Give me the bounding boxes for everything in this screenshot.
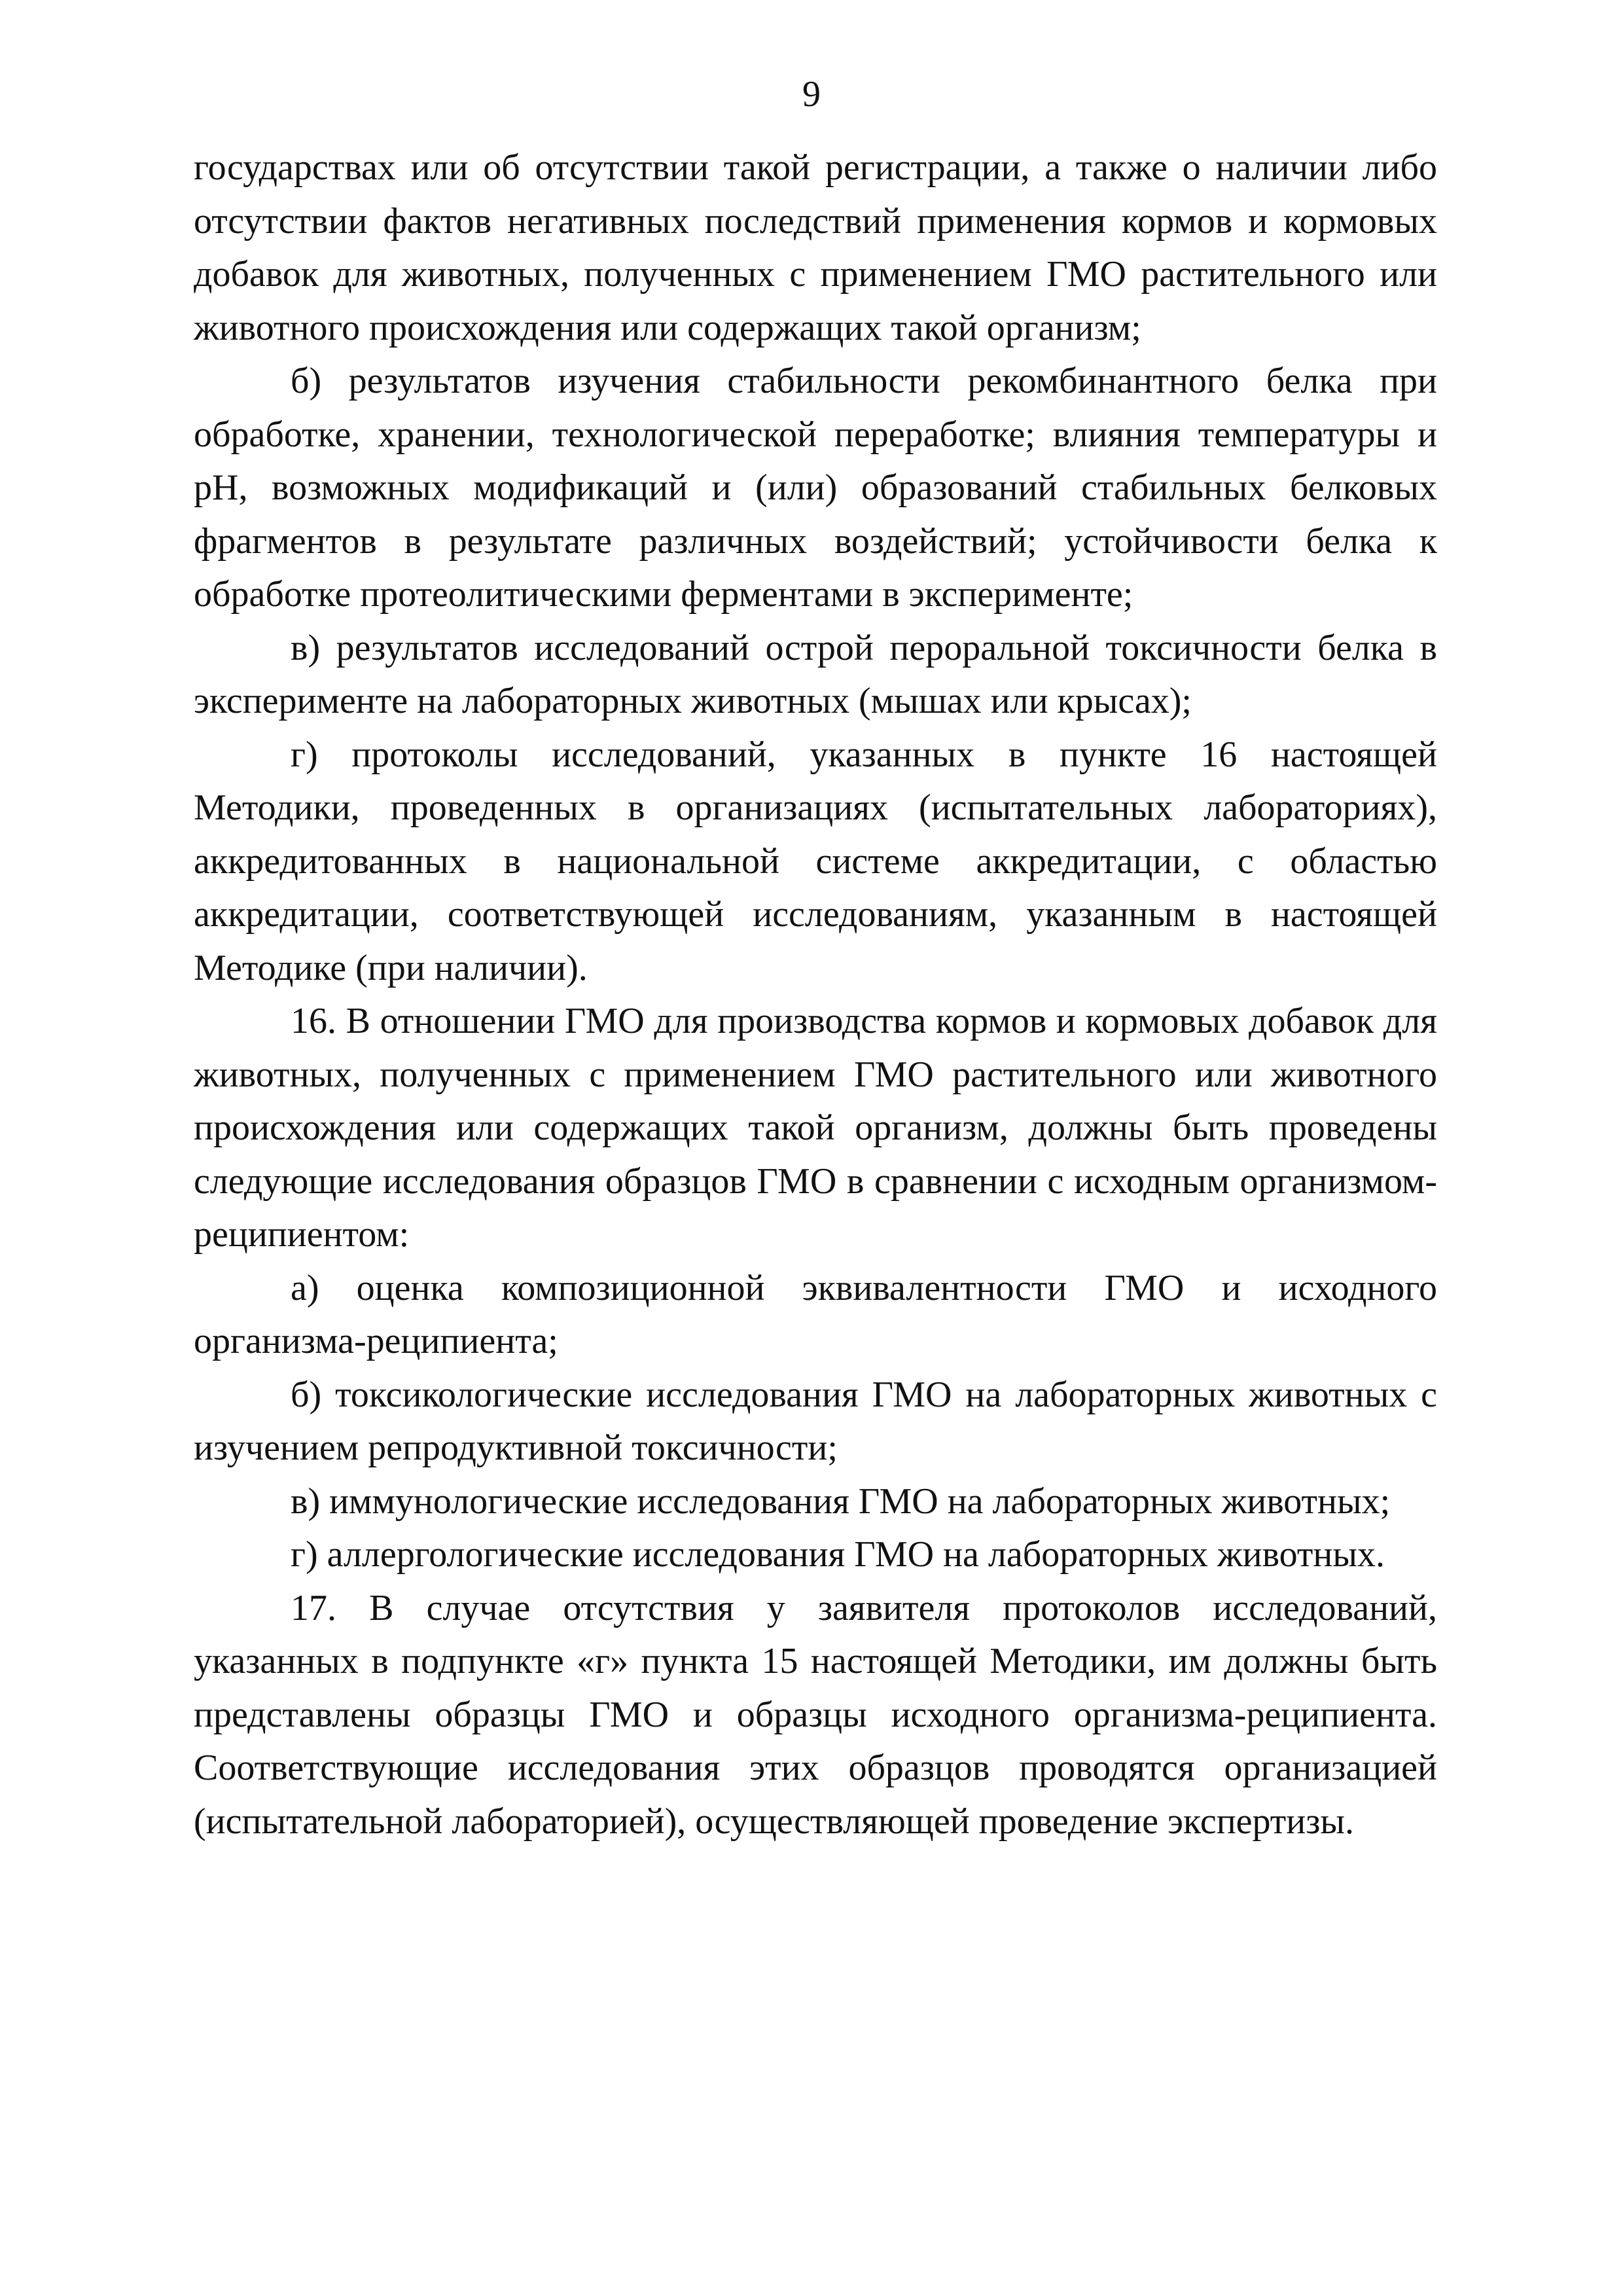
paragraph-item-16a: а) оценка композиционной эквивалентности ГМО и исходного организма-реципиента;	[194, 1267, 1437, 1361]
paragraph-clause-17: 17. В случае отсутствия у заявителя протоколов исследований, указанных в подпункте «г» пункта 15 настоящей Методики, им должны быть представлены образцы ГМО и образцы исходного организма-реципиента. Соответствующие исследования этих образцов проводятся организацией (испытательной лабораторией), осуществляющей проведение экспертизы.	[194, 1587, 1437, 1842]
paragraph-item-15b: б) результатов изучения стабильности рекомбинантного белка при обработке, хранении, технологической переработке; влияния температуры и рН, возможных модификаций и (или) образований стабильных белковых фрагментов в результате различных воздействий; устойчивости белка к обработке протеолитическими ферментами в эксперименте;	[194, 361, 1437, 615]
paragraph-item-16b: б) токсикологические исследования ГМО на лабораторных животных с изучением репродуктивной токсичности;	[194, 1374, 1437, 1468]
paragraph-continuation: государствах или об отсутствии такой регистрации, а также о наличии либо отсутствии фактов негативных последствий применения кормов и кормовых добавок для животных, полученных с применением ГМО растительного или животного происхождения или содержащих такой организм;	[194, 147, 1437, 348]
page-number: 9	[802, 74, 821, 115]
paragraph-item-15g: г) протоколы исследований, указанных в пункте 16 настоящей Методики, проведенных в организациях (испытательных лабораториях), аккредитованных в национальной системе аккредитации, с областью аккредитации, соответствующей исследованиям, указанным в настоящей Методике (при наличии).	[194, 734, 1437, 988]
paragraph-item-15v: в) результатов исследований острой пероральной токсичности белка в эксперименте на лабораторных животных (мышах или крысах);	[194, 627, 1437, 721]
paragraph-clause-16: 16. В отношении ГМО для производства кормов и кормовых добавок для животных, полученных с применением ГМО растительного или животного происхождения или содержащих такой организм, должны быть проведены следующие исследования образцов ГМО в сравнении с исходным организмом-реципиентом:	[194, 1001, 1437, 1255]
paragraph-item-16v: в) иммунологические исследования ГМО на лабораторных животных;	[291, 1480, 1391, 1522]
paragraph-item-16g: г) аллергологические исследования ГМО на лабораторных животных.	[291, 1534, 1385, 1575]
document-body	[194, 141, 1437, 1848]
